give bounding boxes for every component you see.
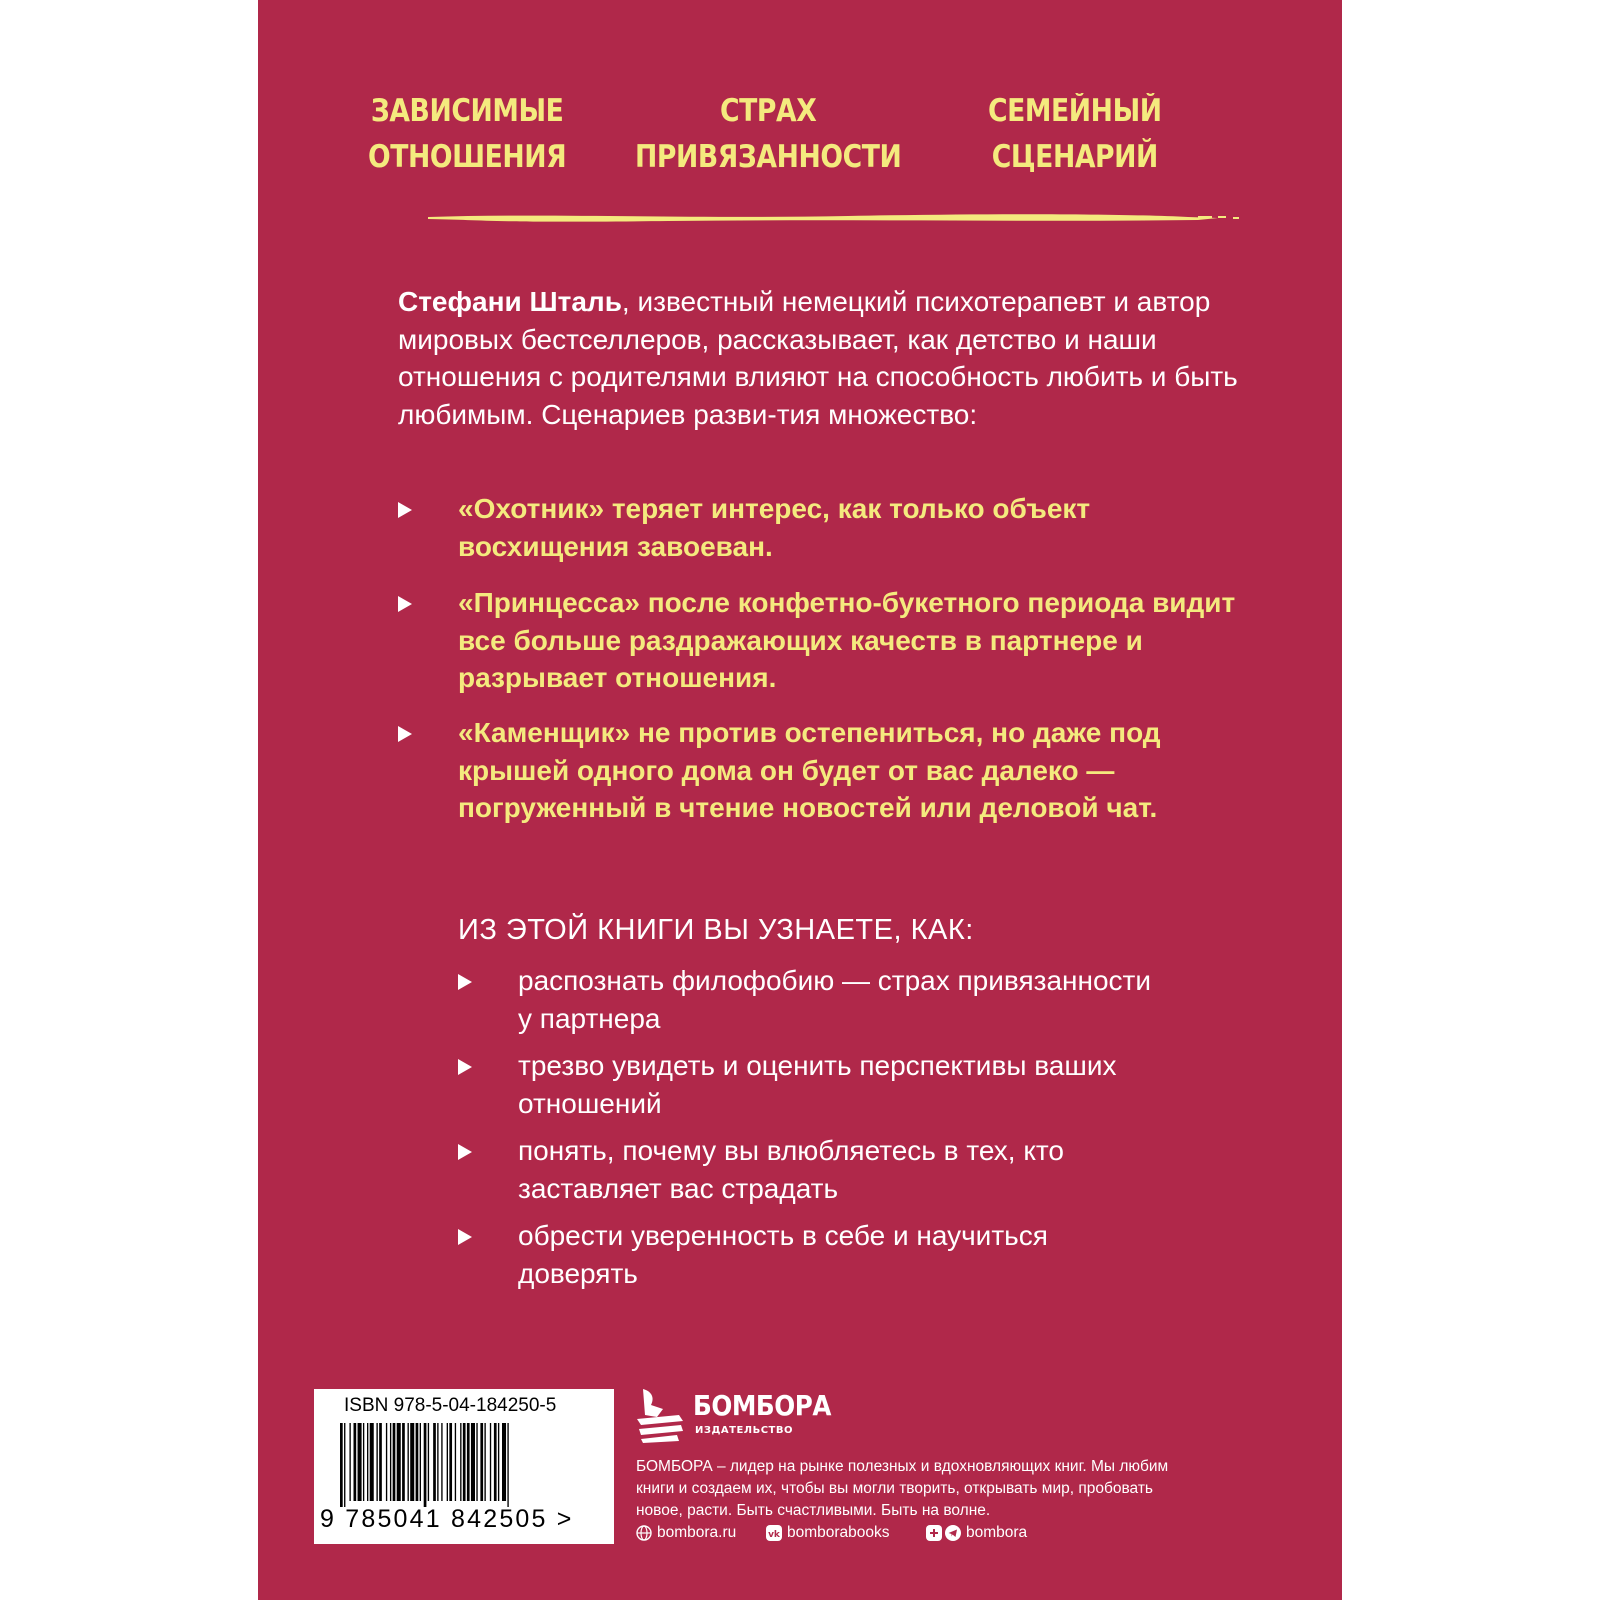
isbn-number: ISBN 978-5-04-184250-5 — [344, 1395, 557, 1416]
bullet-arrow-icon — [458, 1059, 472, 1075]
social-link-vk[interactable] — [766, 1524, 890, 1542]
barcode-bar — [358, 1423, 362, 1501]
plus-icon — [926, 1525, 942, 1541]
social-link-website[interactable] — [636, 1524, 736, 1542]
bullet-arrow-icon — [398, 726, 412, 742]
barcode-bar — [397, 1423, 401, 1501]
barcode-bar — [386, 1423, 387, 1501]
social-link-telegram[interactable] — [926, 1524, 1027, 1542]
barcode-bar — [494, 1423, 497, 1501]
learn-item-text: обрести уверенность в себе и научиться доверять — [518, 1220, 1048, 1289]
social-label: bombora.ru — [657, 1524, 737, 1541]
barcode-bar — [363, 1423, 364, 1501]
barcode-bar — [428, 1423, 429, 1501]
globe-icon — [636, 1525, 652, 1541]
type-hunter: «Охотник» теряет интерес, как только объект восхищения завоеван. — [458, 493, 1091, 562]
barcode-bar — [437, 1423, 438, 1501]
bombora-logo-icon — [633, 1385, 691, 1445]
svg-text:vk: vk — [768, 1530, 780, 1540]
barcode-bar — [460, 1423, 461, 1501]
bullet-arrow-icon — [398, 502, 412, 518]
type-princess: «Принцесса» после конфетно-букетного периода видит все больше раздражающих качеств в партнере и разрывает отношения. — [458, 587, 1236, 693]
bullet-arrow-icon — [458, 974, 472, 990]
barcode-bar — [420, 1423, 421, 1501]
type-mason: «Каменщик» не против остепениться, но даже под крышей одного дома он будет от вас далеко — погруженный в чтение новостей или деловой чат. — [458, 717, 1161, 823]
intro-paragraph — [398, 283, 1258, 433]
tag-fear-of-attachment: СТРАХ ПРИВЯЗАННОСТИ — [635, 93, 902, 175]
social-label: bombora — [966, 1524, 1028, 1541]
bullet-arrow-icon — [458, 1229, 472, 1245]
publisher-subtitle: ИЗДАТЕЛЬСТВО — [695, 1425, 793, 1436]
barcode-bar — [490, 1423, 491, 1501]
publisher-logo — [633, 1385, 853, 1445]
barcode-bar — [354, 1423, 357, 1501]
barcode-bar — [376, 1423, 377, 1501]
learn-item-text: трезво увидеть и оценить перспективы ваших отношений — [518, 1050, 1117, 1119]
telegram-icon — [945, 1525, 961, 1541]
barcode-bar — [340, 1423, 343, 1507]
barcode-bar — [441, 1423, 442, 1501]
bullet-arrow-icon — [458, 1144, 472, 1160]
social-links — [636, 1524, 1196, 1546]
barcode-bar — [467, 1423, 470, 1501]
barcode-bar — [393, 1423, 396, 1501]
barcode-bar — [367, 1423, 368, 1501]
barcode-bar — [498, 1423, 499, 1501]
barcode-bar — [480, 1423, 483, 1501]
learn-heading: ИЗ ЭТОЙ КНИГИ ВЫ УЗНАЕТЕ, КАК: — [458, 914, 974, 946]
topic-tags — [368, 88, 1228, 188]
learn-item-text: понять, почему вы влюбляетесь в тех, кто заставляет вас страдать — [518, 1135, 1064, 1204]
barcode-bar — [416, 1423, 419, 1501]
barcode-bar — [390, 1423, 391, 1501]
barcode-bar — [349, 1423, 350, 1501]
publisher-description: БОМБОРА – лидер на рынке полезных и вдохновляющих книг. Мы любим книги и создаем их, чтобы вы могли творить, открывать мир, пробовать новое, расти. Быть счастливыми. Быть на волне. — [636, 1458, 1169, 1519]
barcode-bar — [463, 1423, 466, 1501]
author-name: Стефани Шталь — [398, 286, 622, 317]
book-back-cover — [258, 0, 1342, 1600]
barcode-bar — [424, 1423, 427, 1507]
barcode-bar — [447, 1423, 448, 1501]
barcode-block — [314, 1389, 614, 1544]
barcode-bar — [484, 1423, 485, 1501]
barcode-bar — [455, 1423, 456, 1501]
learn-item-text: распознать филофобию — страх привязанности у партнера — [518, 965, 1151, 1034]
tag-family-scenario: СЕМЕЙНЫЙ СЦЕНАРИЙ — [988, 93, 1162, 175]
barcode-bar — [410, 1423, 414, 1501]
publisher-name: БОМБОРА — [693, 1389, 832, 1422]
bullet-arrow-icon — [398, 596, 412, 612]
brush-stroke-divider — [428, 210, 1248, 224]
vk-icon — [766, 1525, 782, 1541]
barcode-bar — [408, 1423, 409, 1501]
barcode-bar — [502, 1423, 506, 1501]
barcode-digits: 9 785041 842505 > — [320, 1505, 574, 1533]
barcode-bar — [433, 1423, 436, 1501]
social-label: bomborabooks — [787, 1524, 890, 1541]
tag-dependent-relationships: ЗАВИСИМЫЕ ОТНОШЕНИЯ — [368, 93, 567, 175]
barcode-bar — [370, 1423, 374, 1501]
barcode-bar — [402, 1423, 405, 1501]
barcode-bar — [379, 1423, 382, 1501]
barcode-bar — [344, 1423, 345, 1507]
intro-text: , известный немецкий психотерапевт и автор мировых бестселлеров, рассказывает, как детство и наши отношения с родителями влияют на способность любить и быть любимым. Сценариев разви-тия множество: — [398, 286, 1238, 430]
barcode-bar — [449, 1423, 452, 1501]
barcode-image — [340, 1423, 596, 1507]
barcode-bar — [476, 1423, 477, 1501]
barcode-bar — [507, 1423, 508, 1507]
barcode-bar — [471, 1423, 475, 1501]
